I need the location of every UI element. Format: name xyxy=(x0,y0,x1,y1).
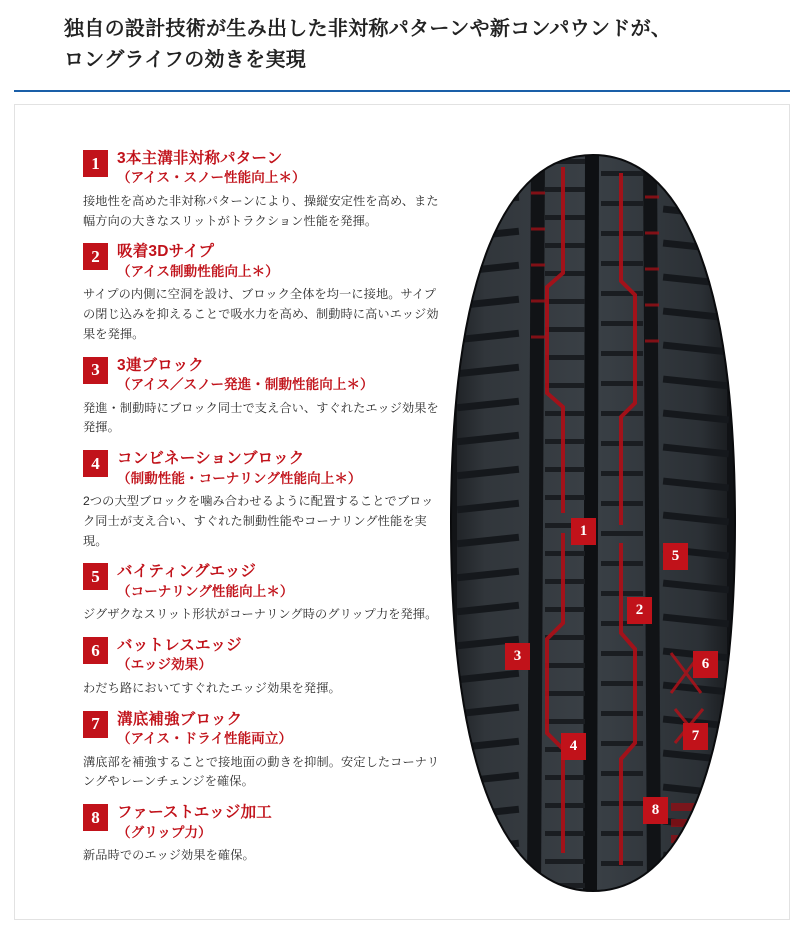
feature-subtitle: （アイス／スノー発進・制動性能向上＊） xyxy=(117,377,374,393)
content-panel-inner xyxy=(37,119,771,909)
feature-title: バットレスエッジ xyxy=(117,637,242,655)
feature-description: 溝底部を補強することで接地面の動きを抑制。安定したコーナリングやレーンチェンジを確保。 xyxy=(83,754,440,789)
callout-8: 8 xyxy=(643,797,668,824)
feature-subtitle: （アイス・ドライ性能両立） xyxy=(117,731,293,747)
content-panel xyxy=(14,104,790,920)
list-item xyxy=(83,803,443,866)
callout-6: 6 xyxy=(693,651,718,678)
feature-description: 2つの大型ブロックを噛み合わせるように配置することでブロック同士が支え合い、すぐれた制動性能やコーナリング性能を実現。 xyxy=(83,494,434,548)
feature-list xyxy=(83,149,443,877)
callout-2: 2 xyxy=(627,597,652,624)
feature-titles xyxy=(117,356,443,394)
feature-titles xyxy=(117,562,443,600)
list-item xyxy=(83,242,443,344)
feature-titles xyxy=(117,803,443,841)
feature-number-badge: 6 xyxy=(83,637,108,664)
page-title-line-1: 独自の設計技術が生み出した非対称パターンや新コンパウンドが、 xyxy=(64,18,672,40)
page-title-line-2: ロングライフの効きを実現 xyxy=(64,49,306,71)
feature-description: 接地性を高めた非対称パターンにより、操縦安定性を高め、また幅方向の大きなスリットがトラクション性能を発揮。 xyxy=(83,193,439,228)
feature-title: 溝底補強ブロック xyxy=(117,710,243,728)
tire-illustration xyxy=(435,153,751,893)
list-item xyxy=(83,636,443,699)
feature-subtitle: （グリップ力） xyxy=(117,824,212,840)
callout-5: 5 xyxy=(663,543,688,570)
heading-divider xyxy=(14,90,790,92)
callout-1: 1 xyxy=(571,518,596,545)
feature-titles xyxy=(117,710,443,748)
feature-header xyxy=(83,636,443,674)
feature-description: わだち路においてすぐれたエッジ効果を発揮。 xyxy=(83,680,341,695)
feature-number-badge: 7 xyxy=(83,711,108,738)
feature-header xyxy=(83,710,443,748)
feature-titles xyxy=(117,449,443,487)
feature-number-badge: 1 xyxy=(83,150,108,177)
feature-titles xyxy=(117,636,443,674)
feature-titles xyxy=(117,242,443,280)
feature-titles xyxy=(117,149,443,187)
feature-subtitle: （制動性能・コーナリング性能向上＊） xyxy=(117,470,362,486)
feature-description: サイプの内側に空洞を設け、ブロック全体を均一に接地。サイプの閉じ込みを抑えることで吸水力を高め、制動時に高いエッジ効果を発揮。 xyxy=(83,287,439,341)
feature-number-badge: 2 xyxy=(83,243,108,270)
feature-subtitle: （エッジ効果） xyxy=(117,657,212,673)
feature-title: バイティングエッジ xyxy=(117,563,257,581)
feature-subtitle: （アイス制動性能向上＊） xyxy=(117,263,279,279)
feature-header xyxy=(83,449,443,487)
list-item xyxy=(83,356,443,438)
page-title xyxy=(0,0,804,88)
feature-description: 発進・制動時にブロック同士で支え合い、すぐれたエッジ効果を発揮。 xyxy=(83,400,439,435)
feature-title: 吸着3Dサイプ xyxy=(117,243,215,261)
feature-title: 3連ブロック xyxy=(117,356,205,374)
list-item xyxy=(83,449,443,551)
feature-number-badge: 4 xyxy=(83,450,108,477)
feature-description: ジグザクなスリット形状がコーナリング時のグリップ力を発揮。 xyxy=(83,607,438,622)
feature-header xyxy=(83,803,443,841)
list-item xyxy=(83,149,443,231)
feature-subtitle: （コーナリング性能向上＊） xyxy=(117,583,294,599)
feature-title: コンビネーションブロック xyxy=(117,450,305,468)
callout-3: 3 xyxy=(505,643,530,670)
list-item xyxy=(83,562,443,625)
feature-header xyxy=(83,356,443,394)
feature-header xyxy=(83,562,443,600)
feature-subtitle: （アイス・スノー性能向上＊） xyxy=(117,170,306,186)
feature-title: 3本主溝非対称パターン xyxy=(117,150,283,167)
feature-number-badge: 8 xyxy=(83,804,108,831)
feature-title: ファーストエッジ加工 xyxy=(117,804,272,822)
feature-header xyxy=(83,149,443,187)
feature-header xyxy=(83,242,443,280)
feature-description: 新品時でのエッジ効果を確保。 xyxy=(83,848,255,863)
feature-number-badge: 3 xyxy=(83,357,108,384)
feature-number-badge: 5 xyxy=(83,563,108,590)
callout-4: 4 xyxy=(561,733,586,760)
callout-7: 7 xyxy=(683,723,708,750)
list-item xyxy=(83,710,443,792)
